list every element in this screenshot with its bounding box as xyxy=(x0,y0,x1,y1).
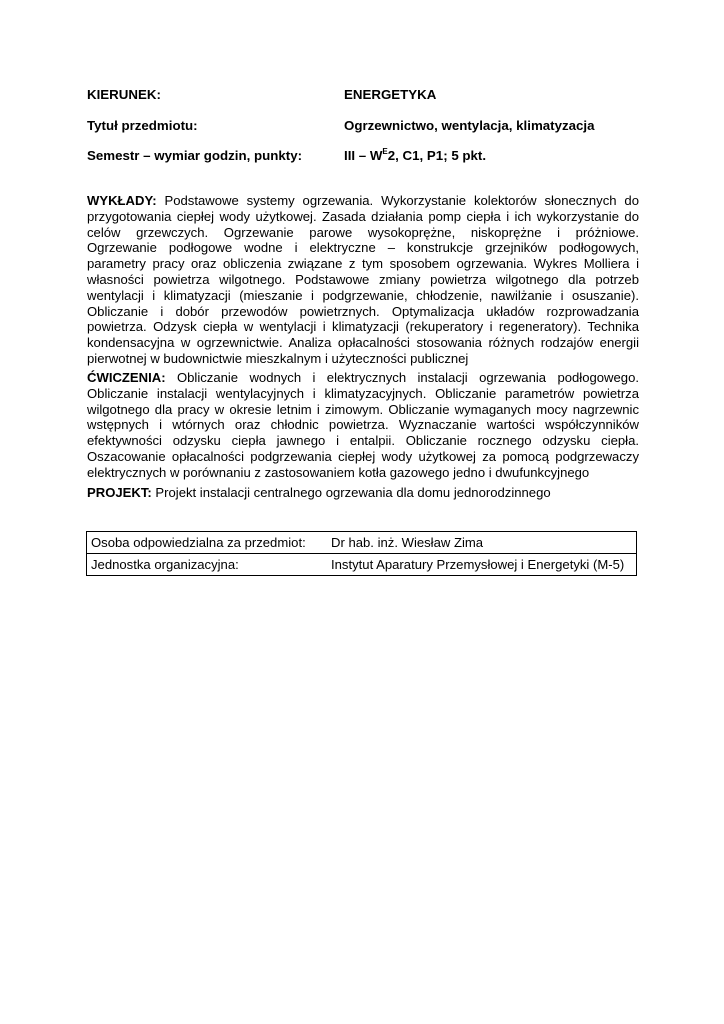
wyklady-line: kondensacyjna w ogrzewnictwie. Analiza opłacalności stosowania różnych rodzajów energii xyxy=(87,335,639,351)
cwiczenia-line: ĆWICZENIA: Obliczanie wodnych i elektrycznych instalacji ogrzewania podłogowego. xyxy=(87,370,639,385)
kierunek-label: KIERUNEK: xyxy=(87,87,161,102)
wyklady-line: Obliczanie i dobór przewodów powietrznych. Optymalizacja układów rozprowadzania xyxy=(87,303,639,319)
cwiczenia-line: Oszacowanie opłacalności podgrzewania ciepłej wody użytkowej za pomocą podgrzewaczy xyxy=(87,448,639,464)
cwiczenia-section xyxy=(87,370,639,481)
wyklady-line: Ogrzewanie podłogowe wodne i elektryczne – konstrukcje grzejników podłogowych, xyxy=(87,240,639,256)
organizational-unit-value: Instytut Aparatury Przemysłowej i Energetyki (M-5) xyxy=(327,554,637,576)
semestr-value xyxy=(344,148,486,164)
projekt-text: Projekt instalacji centralnego ogrzewania dla domu jednorodzinnego xyxy=(151,485,551,500)
responsible-person-label: Osoba odpowiedzialna za przedmiot: xyxy=(87,532,328,554)
wyklady-section xyxy=(87,193,639,367)
wyklady-line: przygotowania ciepłej wody użytkowej. Zasada działania pomp ciepła i ich wykorzystanie do xyxy=(87,208,639,224)
cwiczenia-line: efektywności odzysku ciepła jawnego i entalpii. Obliczanie rocznego odzysku ciepła. xyxy=(87,433,639,449)
wyklady-label: WYKŁADY: xyxy=(87,193,157,208)
wyklady-line: parametry pracy oraz obliczenia związane z tym sposobem ogrzewania. Wykres Molliera i xyxy=(87,256,639,272)
tytul-value: Ogrzewnictwo, wentylacja, klimatyzacja xyxy=(344,118,595,133)
table-row xyxy=(87,554,637,576)
wyklady-line: wentylacji i klimatyzacji (mieszanie i podgrzewanie, chłodzenie, nawilżanie i osuszanie). xyxy=(87,287,639,303)
kierunek-value: ENERGETYKA xyxy=(344,87,437,102)
organizational-unit-label: Jednostka organizacyjna: xyxy=(87,554,328,576)
semestr-value-sup: E xyxy=(382,146,388,156)
wyklady-line: WYKŁADY: Podstawowe systemy ogrzewania. Wykorzystanie kolektorów słonecznych do xyxy=(87,193,639,208)
wyklady-line: celów grzewczych. Ogrzewanie parowe wysokoprężne, niskoprężne i próżniowe. xyxy=(87,224,639,240)
cwiczenia-line: wilgotnego dla pracy w okresie letnim i zimowym. Obliczanie wymaganych mocy nagrzewnic xyxy=(87,401,639,417)
cwiczenia-label: ĆWICZENIA: xyxy=(87,370,166,385)
semestr-label: Semestr – wymiar godzin, punkty: xyxy=(87,148,303,163)
wyklady-line: powietrza. Odzysk ciepła w wentylacji i klimatyzacji (rekuperatory i regeneratory). Technika xyxy=(87,319,639,335)
semestr-value-suffix: 2, C1, P1; 5 pkt. xyxy=(387,148,487,163)
responsible-person-value: Dr hab. inż. Wiesław Zima xyxy=(327,532,637,554)
tytul-label: Tytuł przedmiotu: xyxy=(87,118,198,133)
wyklady-line: własności powietrza wilgotnego. Podstawowe zmiany powietrza wilgotnego dla potrzeb xyxy=(87,271,639,287)
cwiczenia-line: elektrycznych w porównaniu z zastosowaniem kotła gazowego jedno i dwufunkcyjnego xyxy=(87,464,590,480)
table-row xyxy=(87,532,637,554)
responsibility-table xyxy=(86,531,637,576)
projekt-label: PROJEKT: xyxy=(87,485,152,500)
projekt-line xyxy=(87,485,639,501)
cwiczenia-line: wstępnych i wtórnych oraz chłodnic powietrza. Wyznaczanie wartości współczynników xyxy=(87,417,639,433)
wyklady-line: pierwotnej w budownictwie mieszkalnym i użyteczności publicznej xyxy=(87,350,469,366)
projekt-section xyxy=(87,485,639,501)
semestr-value-prefix: III – W xyxy=(344,148,383,163)
cwiczenia-line: Obliczanie instalacji wentylacyjnych i klimatyzacyjnych. Obliczanie parametrów powietrza xyxy=(87,385,639,401)
